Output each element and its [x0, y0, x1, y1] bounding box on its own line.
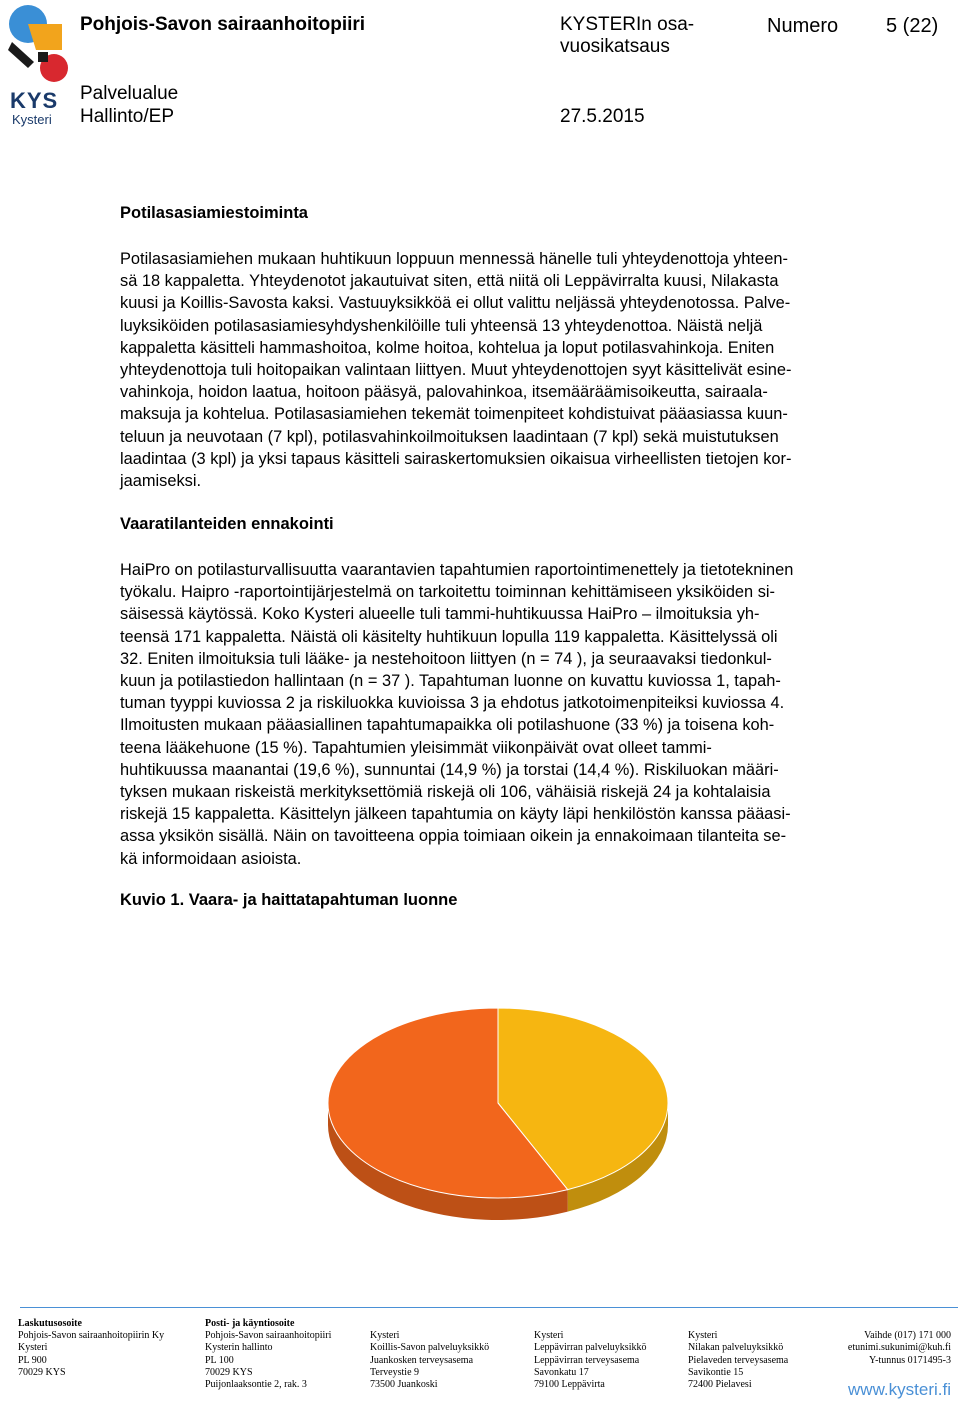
footer-line: Leppävirran palveluyksikkö — [534, 1342, 647, 1354]
text-line: maksuja ja kohtelua. Potilasasiamiehen tekemät toimenpiteet kohdistuivat pääasiassa kuun- — [120, 405, 788, 424]
footer-line: Pielaveden terveysasema — [688, 1354, 789, 1366]
footer-column-contact — [848, 1330, 951, 1367]
text-line: Potilasasiamiehen mukaan huhtikuun loppuun mennessä hänelle tuli yhteydenottoja yhteen- — [120, 250, 788, 268]
section-heading: Vaaratilanteiden ennakointi — [120, 515, 334, 533]
footer-line: PL 100 — [205, 1354, 234, 1366]
footer-line: Pohjois-Savon sairaanhoitopiiri — [205, 1330, 332, 1342]
text-line: teluun ja neuvotaan (7 kpl), potilasvahinkoilmoituksen laadintaan (7 kpl) sekä muistutuksen — [120, 427, 779, 446]
footer-line: Puijonlaaksontie 2, rak. 3 — [205, 1379, 307, 1391]
text-line: kä informoidaan asioista. — [120, 849, 302, 868]
logo-text: KYS — [10, 88, 59, 113]
doc-date: 27.5.2015 — [560, 106, 645, 127]
logo-subtext: Kysteri — [12, 112, 52, 127]
text-line: teena lääkehuone (15 %). Tapahtumien yleisimmät viikonpäivät ovat olleet tammi- — [120, 738, 712, 757]
footer-line: Kysteri — [370, 1330, 400, 1342]
footer-line: 70029 KYS — [205, 1366, 253, 1378]
footer-line: Nilakan palveluyksikkö — [688, 1342, 784, 1354]
numero-label: Numero — [767, 15, 839, 37]
text-line: vahinkoja, hoidon laatua, hoitoon pääsyä, palovahinkoa, itsemääräämisoikeutta, sairaala- — [120, 383, 768, 402]
text-line: jaamiseksi. — [120, 472, 202, 491]
footer-line: Savonkatu 17 — [534, 1366, 589, 1378]
text-line: riskejä 15 kappaletta. Käsittelyn jälkeen tapahtumia on käyty läpi henkilöstön kanssa pääasi- — [120, 805, 791, 824]
footer-rule — [20, 1307, 958, 1308]
footer-column-postal — [205, 1318, 331, 1391]
footer-line: Terveystie 9 — [370, 1366, 420, 1378]
text-line: tuman tyyppi kuviossa 2 ja riskiluokka kuvioissa 3 ja ehdotus jatkotoimenpiteiksi kuviossa 4. — [120, 694, 785, 713]
footer-line: PL 900 — [18, 1354, 47, 1366]
footer-column-juankoski — [370, 1330, 489, 1391]
text-line: kappaletta käsitteli hammashoitoa, kolme hoitoa, kohtelua ja loput potilasvahinkoja. Eniten — [120, 338, 775, 357]
text-line: kuusi ja Koillis-Savosta kaksi. Vastuuyksikköä ei ollut valittu neljässä yhteydenotossa. Palve- — [120, 294, 791, 313]
footer-line: 73500 Juankoski — [370, 1379, 438, 1390]
org-name: Pohjois-Savon sairaanhoitopiiri — [80, 14, 366, 35]
footer-line: Koillis-Savon palveluyksikkö — [370, 1342, 490, 1354]
footer-heading: Posti- ja käyntiosoite — [205, 1318, 295, 1329]
footer-column-leppavirta — [534, 1330, 646, 1391]
footer-line: Juankosken terveysasema — [370, 1354, 474, 1366]
text-line: säisessä käytössä. Koko Kysteri alueelle tuli tammi-huhtikuussa HaiPro – ilmoituksia yh- — [120, 605, 760, 624]
text-line: huhtikuussa maanantai (19,6 %), sunnuntai (14,9 %) ja torstai (14,4 %). Riskiluokan määri- — [120, 760, 779, 779]
text-line: kuun ja potilastiedon hallintaan (n = 37 ). Tapahtuman luonne on kuvattu kuviossa 1, tapah- — [120, 672, 781, 691]
text-line: sä 18 kappaletta. Yhteydenotot jakautuivat siten, että niitä oli Leppävirralta kuusi, Nilakasta — [120, 272, 779, 291]
text-line: laadintaa (3 kpl) ja yksi tapaus käsitteli sairaskertomuksien oikaisua virheellisten tietojen kor- — [120, 449, 792, 468]
unit-label: Palvelualue — [80, 83, 179, 104]
pie-chart — [170, 1000, 870, 1300]
footer-line: 79100 Leppävirta — [534, 1379, 605, 1390]
unit-value: Hallinto/EP — [80, 106, 174, 127]
footer-line: Savikontie 15 — [688, 1366, 744, 1378]
footer-line: Vaihde (017) 171 000 — [864, 1330, 951, 1342]
text-line: tyksen mukaan riskeistä merkityksettömiä riskejä oli 106, vähäisiä riskejä 24 ja kohtalaisia — [120, 783, 771, 802]
text-line: assa yksikön sisällä. Näin on tavoitteena oppia toimiaan oikein ja ennakoimaan tilanteita se- — [120, 827, 787, 846]
footer-line: Leppävirran terveysasema — [534, 1354, 640, 1366]
text-line: Ilmoitusten mukaan pääasiallinen tapahtumapaikka oli potilashuone (33 %) ja toisena koh- — [120, 716, 775, 735]
footer-heading: Laskutusosoite — [18, 1318, 82, 1329]
text-line: työkalu. Haipro -raportointijärjestelmä on tarkoitettu toiminnan kehittämiseen yksiköiden si- — [120, 583, 776, 602]
doc-title: KYSTERIn osa-vuosikatsaus — [560, 14, 695, 57]
footer-line: Pohjois-Savon sairaanhoitopiirin Ky — [18, 1330, 165, 1342]
footer-line: 70029 KYS — [18, 1366, 66, 1378]
footer-email[interactable]: etunimi.sukunimi@kuh.fi — [847, 1342, 951, 1354]
footer-line: Kysterin hallinto — [205, 1342, 273, 1354]
text-line: yhteydenottoja tuli hoitopaikan valintaan liittyen. Muut yhteydenottojen syyt käsittelivät esine- — [120, 361, 792, 380]
figure-caption: Kuvio 1. Vaara- ja haittatapahtuman luonne — [120, 891, 458, 909]
footer-line: Kysteri — [534, 1330, 564, 1342]
footer-line: 72400 Pielavesi — [688, 1379, 752, 1390]
footer-website-link[interactable]: www.kysteri.fi — [848, 1380, 951, 1399]
section-body — [120, 559, 917, 870]
text-line: teensä 171 kappaletta. Näistä oli käsitelty huhtikuun lopulla 119 kappaletta. Käsittelyssä oli — [120, 627, 778, 646]
pie-slice-label-1: tapahtui potilaalle: 97 kpl (56,73%) — [201, 1121, 295, 1159]
text-line: luyksiköiden potilasasiamiesyhdyshenkilöille tuli yhteensä 13 yhteydenottoa. Näistä neljä — [120, 316, 763, 335]
footer — [0, 1318, 960, 1398]
footer-line: Kysteri — [688, 1330, 718, 1342]
pie-slice-label-0: läheltä piti: 74 kpl (43,27%) — [700, 1071, 866, 1083]
section-body — [120, 248, 917, 492]
section-heading: Potilasasiamiestoiminta — [120, 204, 308, 222]
footer-column-pielavesi — [688, 1330, 788, 1391]
footer-line: Y-tunnus 0171495-3 — [869, 1354, 951, 1366]
kys-logo-mark — [4, 4, 72, 94]
footer-column-billing — [18, 1318, 164, 1379]
footer-line: Kysteri — [18, 1342, 48, 1354]
text-line: HaiPro on potilasturvallisuutta vaarantavien tapahtumien raportointimenettely ja tietotekninen — [120, 561, 794, 579]
text-line: 32. Eniten ilmoituksia tuli lääke- ja nestehoitoon liittyen (n = 74 ), ja seuraavaksi tiedonkul- — [120, 649, 772, 668]
kys-logo — [4, 4, 72, 128]
page-number: 5 (22) — [886, 15, 939, 37]
